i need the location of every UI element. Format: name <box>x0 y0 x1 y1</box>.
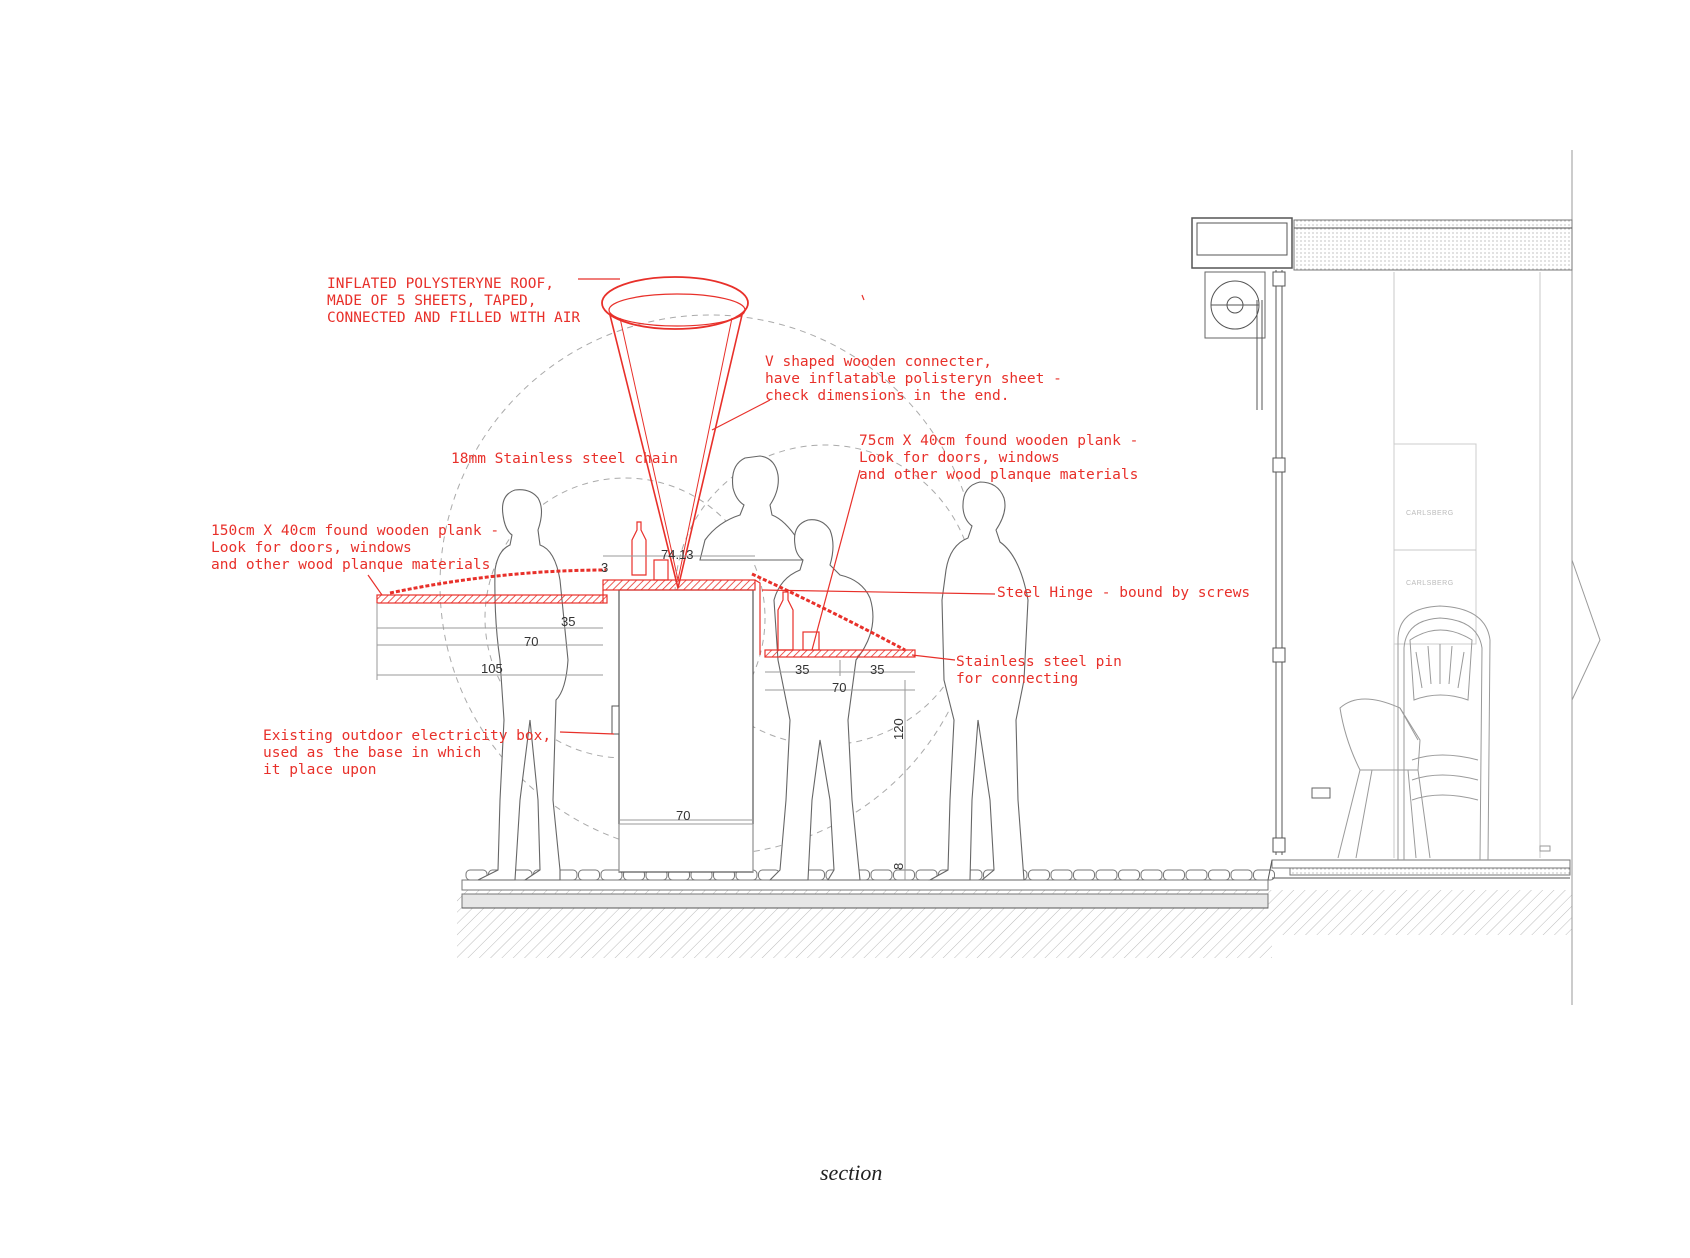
paving-stone <box>1096 870 1117 880</box>
paving-stone <box>1231 870 1252 880</box>
paving-stone <box>1074 870 1095 880</box>
dim-8: 8 <box>891 862 906 870</box>
paving-stone <box>1254 870 1275 880</box>
electricity-box-annotation: Existing outdoor electricity box, used as the base in which it place upon <box>263 728 552 778</box>
paving-stone <box>1119 870 1140 880</box>
paving-stone <box>1164 870 1185 880</box>
paving-stone <box>579 870 600 880</box>
pin-annotation: Stainless steel pin for connecting <box>956 654 1122 687</box>
paving-stones <box>466 870 1275 880</box>
dim-120: 120 <box>891 718 906 740</box>
paving-stone <box>1029 870 1050 880</box>
dim-74-13: 74.13 <box>661 547 694 562</box>
roof-annotation: INFLATED POLYSTERYNE ROOF, MADE OF 5 SHEETS, TAPED, CONNECTED AND FILLED WITH AIR <box>327 276 581 326</box>
dim-70-left: 70 <box>524 634 539 649</box>
section-caption: section <box>820 1160 883 1185</box>
dim-35-left: 35 <box>561 614 576 629</box>
paving-stone <box>1141 870 1162 880</box>
dim-70-base: 70 <box>676 808 691 823</box>
paving-stone <box>871 870 892 880</box>
paving-stone <box>1209 870 1230 880</box>
paving-stone <box>894 870 915 880</box>
paving-stone <box>1051 870 1072 880</box>
dim-3: 3 <box>601 560 609 575</box>
dim-70-right: 70 <box>832 680 847 695</box>
connector-annotation: V shaped wooden connecter, have inflatable polisteryn sheet - check dimensions in the end. <box>765 354 1062 404</box>
dim-35-right-1: 35 <box>795 662 810 677</box>
plank-150-annotation: 150cm X 40cm found wooden plank - Look for doors, windows and other wood planque materials <box>211 523 500 573</box>
carlsberg-label-2: CARLSBERG <box>1406 580 1454 587</box>
paving-stone <box>1186 870 1207 880</box>
dim-105: 105 <box>481 661 503 676</box>
plank-75-annotation: 75cm X 40cm found wooden plank - Look for doors, windows and other wood planque materials <box>859 433 1139 483</box>
carlsberg-label-1: CARLSBERG <box>1406 510 1454 517</box>
chain-annotation: 18mm Stainless steel chain <box>451 451 678 467</box>
hinge-annotation: Steel Hinge - bound by screws <box>997 585 1251 601</box>
electricity-box <box>612 590 753 872</box>
dim-35-right-2: 35 <box>870 662 885 677</box>
